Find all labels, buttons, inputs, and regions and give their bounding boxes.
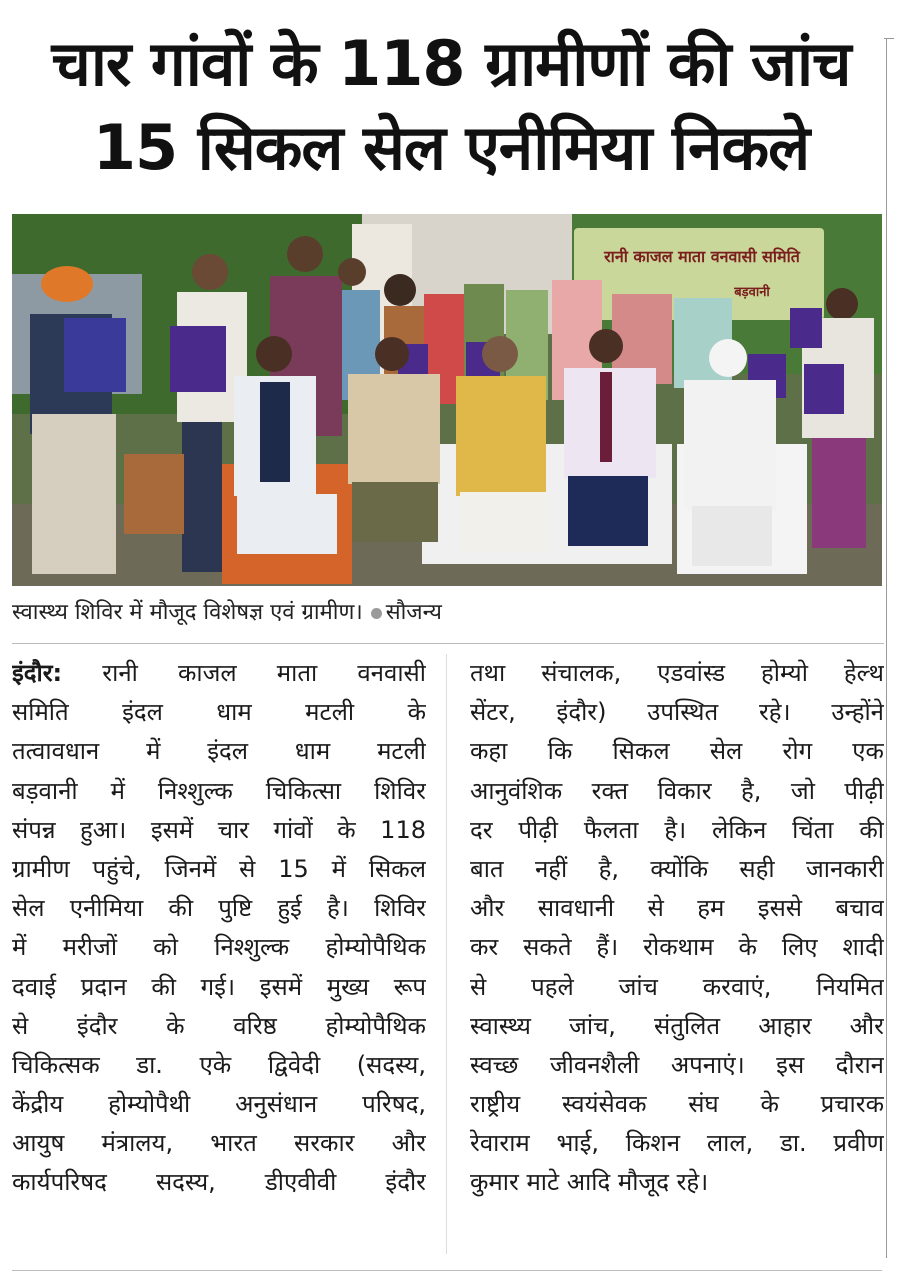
- article-line: संपन्न हुआ। इसमें चार गांवों के 118: [12, 815, 426, 844]
- headline-line-2: 15 सिकल सेल एनीमिया निकले: [92, 111, 810, 184]
- article-line: चिकित्सक डा. एके द्विवेदी (सदस्य,: [12, 1050, 426, 1079]
- article-line: स्वास्थ्य जांच, संतुलित आहार और: [470, 1011, 884, 1040]
- article-line: कुमार माटे आदि मौजूद रहे।: [470, 1168, 709, 1197]
- article-line-text: रानी काजल माता वनवासी: [102, 659, 426, 687]
- article-line: सेंटर, इंदौर) उपस्थित रहे। उन्होंने: [470, 698, 884, 727]
- caption-text: स्वास्थ्य शिविर में मौजूद विशेषज्ञ एवं ग्रामीण।: [12, 600, 363, 625]
- article-line: और सावधानी से हम इससे बचाव: [470, 894, 884, 923]
- article-line: आयुष मंत्रालय, भारत सरकार और: [12, 1129, 426, 1158]
- article-line: कर सकते हैं। रोकथाम के लिए शादी: [470, 933, 884, 962]
- article-line: समिति इंदल धाम मटली के: [12, 698, 426, 727]
- article-line: ग्रामीण पहुंचे, जिनमें से 15 में सिकल: [12, 854, 426, 883]
- article-line: बड़वानी में निश्शुल्क चिकित्सा शिविर: [12, 776, 426, 805]
- article-line: से इंदौर के वरिष्ठ होम्योपैथिक: [12, 1011, 426, 1040]
- article-line: कहा कि सिकल सेल रोग एक: [470, 737, 884, 766]
- bottom-rule: [12, 1270, 882, 1271]
- banner-subtext: बड़वानी: [734, 285, 770, 300]
- article-column-right: [470, 654, 884, 1203]
- article-line: में मरीजों को निश्शुल्क होम्योपैथिक: [12, 933, 426, 962]
- banner-text: रानी काजल माता वनवासी समिति: [604, 247, 800, 266]
- article-line: तथा संचालक, एडवांस्ड होम्यो हेल्थ: [470, 659, 884, 687]
- article-line: स्वच्छ जीवनशैली अपनाएं। इस दौरान: [470, 1050, 884, 1079]
- headline: [0, 22, 902, 190]
- caption-credit: सौजन्य: [385, 600, 442, 625]
- column-divider: [446, 654, 447, 1254]
- article-line: से पहले जांच करवाएं, नियमित: [470, 972, 884, 1001]
- article-line: राष्ट्रीय स्वयंसेवक संघ के प्रचारक: [470, 1090, 884, 1119]
- article-column-left: [12, 654, 426, 1203]
- article-line: कार्यपरिषद सदस्य, डीएवीवी इंदौर: [12, 1168, 426, 1197]
- article-line: दर पीढ़ी फैलता है। लेकिन चिंता की: [470, 815, 884, 844]
- dateline: इंदौर:: [12, 659, 63, 687]
- article-line: रेवाराम भाई, किशन लाल, डा. प्रवीण: [470, 1129, 884, 1158]
- caption-rule: [12, 643, 884, 644]
- news-photo: [12, 214, 882, 586]
- page-edge-rule: [886, 38, 887, 1258]
- bullet-dot-icon: [371, 608, 382, 619]
- photo-caption: [12, 598, 882, 628]
- headline-line-1: चार गांवों के 118 ग्रामीणों की जांच: [51, 27, 851, 100]
- article-line: दवाई प्रदान की गई। इसमें मुख्य रूप: [12, 972, 426, 1001]
- article-line: बात नहीं है, क्योंकि सही जानकारी: [470, 854, 884, 883]
- article-line: आनुवंशिक रक्त विकार है, जो पीढ़ी: [470, 776, 884, 805]
- article-line: सेल एनीमिया की पुष्टि हुई है। शिविर: [12, 894, 426, 923]
- article-line: तत्वावधान में इंदल धाम मटली: [12, 737, 426, 766]
- article-line: [12, 654, 426, 693]
- article-line: केंद्रीय होम्योपैथी अनुसंधान परिषद,: [12, 1090, 426, 1119]
